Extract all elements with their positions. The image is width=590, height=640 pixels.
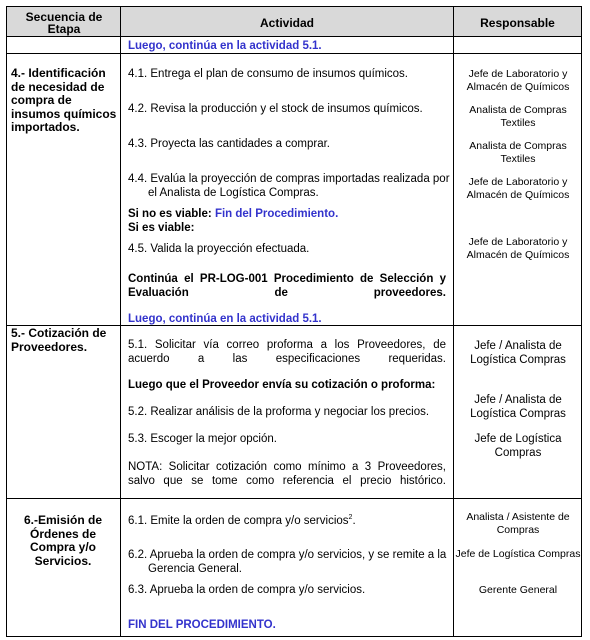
activity-6-1-text: 6.1. Emite la orden de compra y/o servicios	[128, 515, 349, 527]
luego-proveedor: Luego que el Proveedor envía su cotización o proforma:	[128, 379, 436, 391]
fin-del-procedimiento: FIN DEL PROCEDIMIENTO.	[128, 619, 276, 631]
continue-note: Luego, continúa en la actividad 5.1.	[128, 40, 322, 52]
continue-note: Luego, continúa en la actividad 5.1.	[128, 313, 322, 325]
activity-4-4: 4.4. Evalúa la proyección de compras importadas realizada por	[128, 173, 450, 185]
table-border-left	[6, 6, 7, 636]
activity-6-1	[128, 515, 356, 528]
responsible-5-1: Jefe / Analista de Logística Compras	[470, 340, 566, 366]
activity-4-4-cont: el Analista de Logística Compras.	[148, 187, 319, 199]
responsible-4-2: Analista de Compras Textiles	[469, 104, 567, 129]
activity-4-5: 4.5. Valida la proyección efectuada.	[128, 243, 310, 255]
no-viable-line	[128, 208, 338, 221]
responsible-4-4: Jefe de Laboratorio y Almacén de Químicos	[466, 176, 570, 201]
no-viable-label: Si no es viable:	[128, 208, 212, 220]
activity-6-1-period: .	[352, 515, 356, 527]
activity-5-1: 5.1. Solicitar vía correo proforma a los Proveedores, de acuerdo a las especificaciones requeridas.	[128, 339, 446, 365]
table-border-col1	[120, 6, 121, 636]
activity-6-3: 6.3. Aprueba la orden de compra y/o servicios.	[128, 584, 366, 596]
activity-6-2: 6.2. Aprueba la orden de compra y/o servicios, y se remite a la	[128, 549, 447, 561]
responsible-6-2: Jefe de Logística Compras	[455, 548, 581, 560]
etapa-5: 5.- Cotización de Proveedores.	[11, 326, 107, 354]
responsible-5-2: Jefe / Analista de Logística Compras	[470, 394, 566, 420]
table-rule	[6, 53, 582, 54]
fin-procedimiento-link[interactable]: Fin del Procedimiento.	[214, 208, 339, 220]
table-border-right	[581, 6, 582, 636]
activity-6-2-cont: Gerencia General.	[148, 563, 242, 575]
activity-4-1: 4.1. Entrega el plan de consumo de insumos químicos.	[128, 68, 408, 80]
si-viable-label: Si es viable:	[128, 222, 195, 234]
header-actividad: Actividad	[259, 16, 314, 30]
continua-procedure: Continúa el PR-LOG-001 Procedimiento de Selección y Evaluación de proveedores.	[128, 273, 446, 299]
table-border-col2	[453, 6, 454, 636]
table-rule	[6, 636, 582, 637]
activity-4-3: 4.3. Proyecta las cantidades a comprar.	[128, 138, 330, 150]
header-responsable: Responsable	[480, 16, 555, 30]
etapa-4: 4.- Identificación de necesidad de compra de insumos químicos importados.	[11, 66, 117, 134]
header-etapa: Secuencia de Etapa	[25, 10, 103, 36]
responsible-6-3: Gerente General	[478, 584, 558, 596]
responsible-5-3: Jefe de Logística Compras	[474, 433, 562, 459]
etapa-6: 6.-Emisión de Órdenes de Compra y/o Servicios.	[23, 513, 103, 568]
nota: NOTA: Solicitar cotización como mínimo a 3 Proveedores, salvo que se tome como referencia el precio histórico.	[128, 461, 446, 487]
footnote-ref: 2	[348, 514, 353, 522]
activity-5-3: 5.3. Escoger la mejor opción.	[128, 433, 277, 445]
activity-4-2: 4.2. Revisa la producción y el stock de insumos químicos.	[128, 103, 423, 115]
responsible-6-1: Analista / Asistente de Compras	[466, 511, 570, 536]
responsible-4-3: Analista de Compras Textiles	[469, 140, 567, 165]
responsible-4-1: Jefe de Laboratorio y Almacén de Químicos	[466, 68, 570, 93]
responsible-4-5: Jefe de Laboratorio y Almacén de Químicos	[466, 236, 570, 261]
activity-5-2: 5.2. Realizar análisis de la proforma y negociar los precios.	[128, 406, 430, 418]
